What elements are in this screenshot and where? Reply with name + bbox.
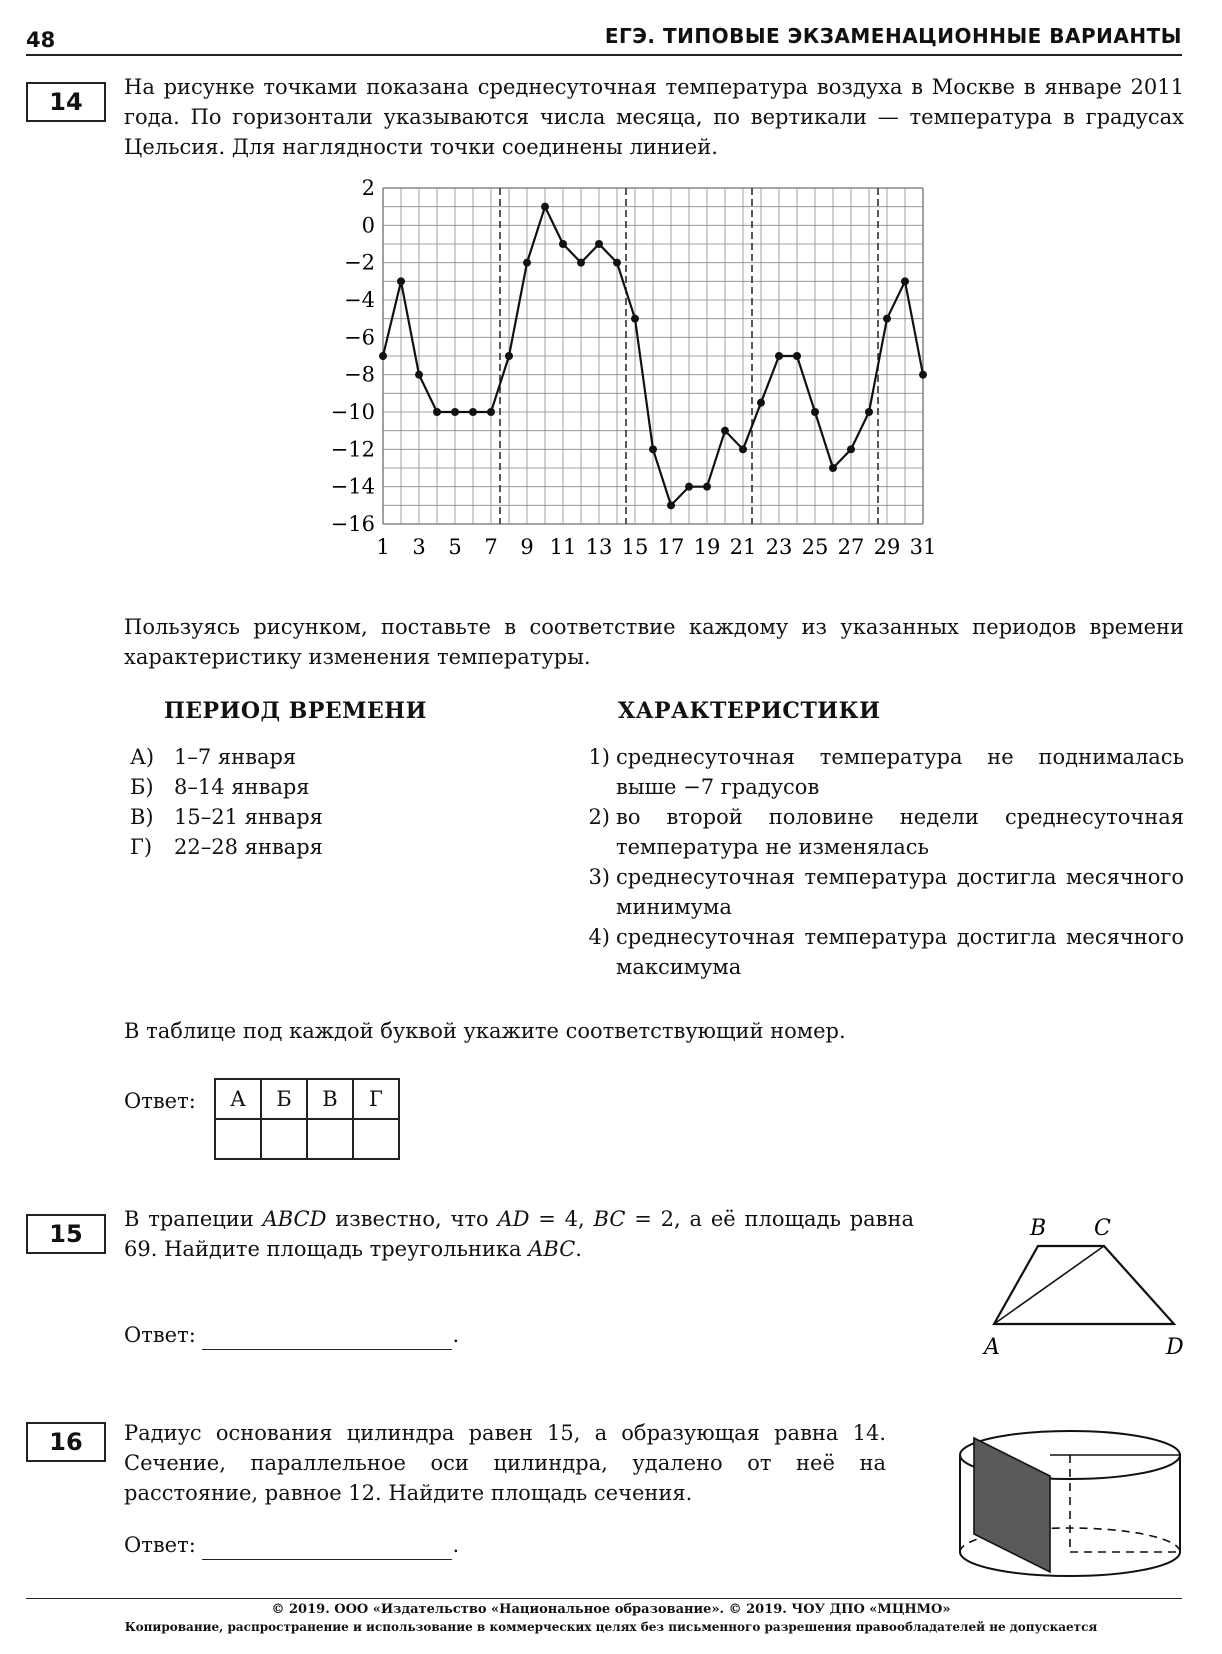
data-point [451, 408, 459, 416]
task-16-text: Радиус основания цилиндра равен 15, а образующая равна 14. Сечение, параллельное оси цилиндра, удалено от неё на расстояние, равное 12. Найдите площадь сечения. [124, 1421, 886, 1505]
data-point [469, 408, 477, 416]
trapezoid-outline [994, 1246, 1174, 1324]
temperature-chart [330, 176, 1000, 600]
x-tick-label: 3 [412, 535, 426, 559]
data-point [685, 483, 693, 491]
data-point [901, 277, 909, 285]
vertex-a-label: A [984, 1335, 1000, 1360]
text-part: известно, что [326, 1207, 498, 1231]
text-part: = 4, [529, 1207, 594, 1231]
data-point [847, 445, 855, 453]
data-point [433, 408, 441, 416]
y-tick-label: −16 [330, 512, 375, 536]
list-item [130, 802, 490, 832]
data-point [415, 371, 423, 379]
data-point [865, 408, 873, 416]
list-item [130, 742, 490, 772]
y-tick-label: −12 [330, 437, 375, 462]
period-list [130, 742, 490, 862]
answer-dot: . [452, 1533, 460, 1557]
text-part: = 2, а её площадь равна 69. Найдите площадь треугольника [124, 1207, 914, 1261]
answer-input-line[interactable] [202, 1327, 452, 1350]
text-part: В трапеции [124, 1207, 263, 1231]
copyright-line: © 2019. ООО «Издательство «Национальное образование». © 2019. ЧОУ ДПО «МЦНМО» [271, 1602, 951, 1617]
cylinder-figure [950, 1420, 1190, 1590]
characteristics-column-title: ХАРАКТЕРИСТИКИ [618, 698, 881, 724]
diagonal-ac [994, 1246, 1104, 1324]
period-text: 8–14 января [174, 775, 310, 799]
x-tick-label: 27 [837, 535, 865, 559]
y-tick-label: −2 [344, 250, 375, 275]
cylinder-bottom-front [960, 1552, 1180, 1576]
data-point [541, 203, 549, 211]
data-point [775, 352, 783, 360]
task-16-number: 16 [26, 1422, 106, 1462]
answer-header-a: А [215, 1079, 261, 1119]
answer-table [214, 1078, 400, 1160]
data-point [721, 427, 729, 435]
period-text: 15–21 января [174, 805, 323, 829]
period-text: 1–7 января [174, 745, 297, 769]
characteristic-text: среднесуточная температура не поднималась выше −7 градусов [616, 745, 1184, 799]
x-tick-label: 25 [801, 535, 829, 559]
x-tick-label: 21 [729, 535, 757, 559]
data-point [631, 315, 639, 323]
footer-rule [26, 1598, 1182, 1599]
task-14-text: На рисунке точками показана среднесуточная температура воздуха в Москве в январе 2011 года. По горизонтали указываются числа месяца, по вертикали — температура в градусах Цельсия. Для наглядности точки соединены линией. [124, 75, 1184, 159]
vertex-d-label: D [1166, 1335, 1184, 1360]
period-label: Б) [130, 775, 154, 799]
data-point [649, 445, 657, 453]
text-part: AD [497, 1207, 530, 1231]
list-item [130, 772, 490, 802]
data-point [919, 371, 927, 379]
x-tick-label: 29 [873, 535, 901, 559]
data-point [613, 259, 621, 267]
data-point [883, 315, 891, 323]
x-tick-label: 19 [693, 535, 721, 559]
characteristic-text: во второй половине недели среднесуточная температура не изменялась [616, 805, 1184, 859]
answer-input-line[interactable] [202, 1537, 452, 1560]
chart-grid [383, 188, 923, 524]
header-rule [26, 54, 1182, 56]
x-tick-label: 5 [448, 535, 462, 559]
answer-cell-v[interactable] [307, 1119, 353, 1159]
answer-header-b: Б [261, 1079, 307, 1119]
x-tick-label: 11 [549, 535, 577, 559]
book-title: ЕГЭ. ТИПОВЫЕ ЭКЗАМЕНАЦИОННЫЕ ВАРИАНТЫ [604, 24, 1182, 48]
answer-header-v: В [307, 1079, 353, 1119]
period-text: 22–28 января [174, 835, 323, 859]
vertex-b-label: B [1030, 1216, 1047, 1241]
task-15-answer [124, 1320, 459, 1350]
text-part: . [575, 1237, 582, 1261]
task-16-answer [124, 1530, 459, 1560]
table-instruction: В таблице под каждой буквой укажите соответствующий номер. [124, 1019, 846, 1043]
data-point [577, 259, 585, 267]
period-label: Г) [130, 835, 153, 859]
y-tick-label: −4 [344, 288, 375, 312]
data-point [505, 352, 513, 360]
text-part: BC [593, 1207, 626, 1231]
x-tick-label: 15 [621, 535, 649, 559]
data-point [397, 277, 405, 285]
page-number: 48 [26, 28, 56, 52]
period-column-title: ПЕРИОД ВРЕМЕНИ [164, 698, 427, 724]
characteristic-label: 1) [588, 745, 610, 769]
section-plane [974, 1438, 1050, 1572]
y-tick-label: −10 [330, 400, 375, 424]
answer-cell-a[interactable] [215, 1119, 261, 1159]
data-point [811, 408, 819, 416]
task-14-instruction: Пользуясь рисунком, поставьте в соответствие каждому из указанных периодов времени характеристику изменения температуры. [124, 615, 1184, 669]
list-item [130, 832, 490, 862]
data-point [703, 483, 711, 491]
answer-label: Ответ: [124, 1089, 196, 1113]
list-item [576, 742, 1184, 802]
x-tick-label: 17 [657, 535, 685, 559]
x-tick-label: 1 [376, 535, 390, 559]
x-tick-label: 23 [765, 535, 793, 559]
characteristic-text: среднесуточная температура достигла месячного минимума [616, 865, 1184, 919]
list-item [576, 802, 1184, 862]
data-point [667, 501, 675, 509]
x-tick-label: 7 [484, 535, 498, 559]
task-15-text [124, 1204, 914, 1264]
vertex-c-label: C [1094, 1216, 1111, 1241]
data-point [379, 352, 387, 360]
characteristic-label: 3) [588, 865, 610, 889]
data-point [559, 240, 567, 248]
characteristics-list [576, 742, 1184, 982]
answer-label: Ответ: [124, 1323, 196, 1347]
license-line: Копирование, распространение и использование в коммерческих целях без письменного разрешения правообладателей не допускается [124, 1620, 1098, 1634]
data-point [487, 408, 495, 416]
answer-cell-g[interactable] [353, 1119, 399, 1159]
trapezoid-figure [970, 1212, 1200, 1362]
data-point [793, 352, 801, 360]
data-point [829, 464, 837, 472]
y-tick-label: 0 [361, 213, 375, 238]
list-item [576, 922, 1184, 982]
x-tick-labels [376, 535, 936, 559]
x-tick-label: 13 [585, 535, 613, 559]
y-tick-label: −8 [344, 362, 375, 387]
data-point [739, 445, 747, 453]
x-tick-label: 9 [520, 535, 534, 559]
period-label: А) [130, 745, 155, 769]
answer-header-g: Г [353, 1079, 399, 1119]
text-part: ABCD [262, 1207, 327, 1231]
data-point [523, 259, 531, 267]
y-tick-label: −14 [330, 474, 375, 499]
list-item [576, 862, 1184, 922]
text-part: ABC [528, 1237, 576, 1261]
task-14-number: 14 [26, 82, 106, 122]
y-tick-label: 2 [361, 176, 375, 200]
characteristic-label: 2) [588, 805, 610, 829]
characteristic-label: 4) [588, 925, 610, 949]
answer-cell-b[interactable] [261, 1119, 307, 1159]
period-label: В) [130, 805, 154, 829]
characteristic-text: среднесуточная температура достигла месячного максимума [616, 925, 1184, 979]
data-point [595, 240, 603, 248]
data-point [757, 399, 765, 407]
x-tick-label: 31 [909, 535, 937, 559]
y-tick-label: −6 [344, 325, 375, 350]
answer-label: Ответ: [124, 1533, 196, 1557]
task-15-number: 15 [26, 1214, 106, 1254]
answer-dot: . [452, 1323, 460, 1347]
y-tick-labels [331, 176, 375, 536]
